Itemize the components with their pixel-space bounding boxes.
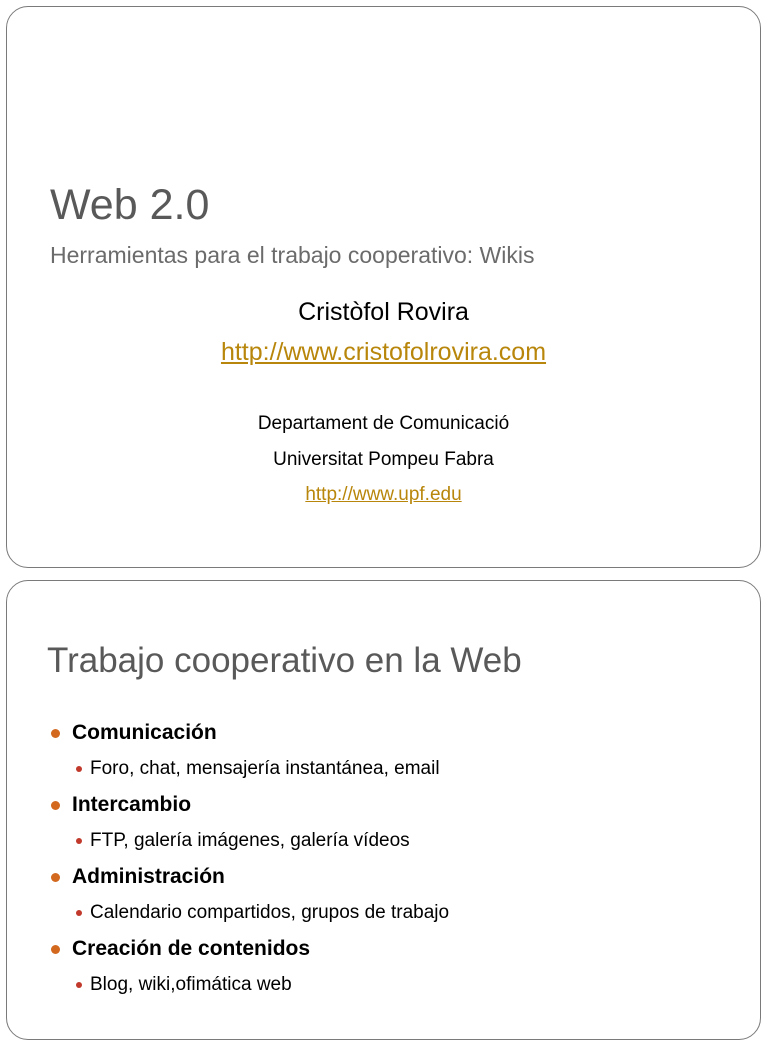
- bullet-detail: FTP, galería imágenes, galería vídeos: [90, 830, 410, 851]
- title-slide: [6, 6, 761, 568]
- bullet-icon: [51, 873, 60, 882]
- sub-bullet-icon: [76, 838, 82, 844]
- university-website-link[interactable]: http://www.upf.edu: [305, 484, 462, 505]
- sub-bullet-icon: [76, 910, 82, 916]
- slide-title: Trabajo cooperativo en la Web: [47, 641, 522, 680]
- author-website-link[interactable]: http://www.cristofolrovira.com: [220, 338, 547, 366]
- list-item: [51, 787, 741, 859]
- bullet-icon: [51, 729, 60, 738]
- bullet-label: Creación de contenidos: [72, 937, 311, 960]
- sub-bullet-icon: [76, 982, 82, 988]
- bullet-icon: [51, 945, 60, 954]
- list-item: [51, 859, 741, 931]
- slide-subtitle: Herramientas para el trabajo cooperativo: Wikis: [50, 242, 535, 268]
- bullet-list: [51, 715, 741, 1003]
- list-item: [51, 931, 741, 1003]
- author-link-container: [7, 338, 760, 367]
- university-name: Universitat Pompeu Fabra: [273, 449, 494, 470]
- bullet-detail: Calendario compartidos, grupos de trabajo: [90, 902, 450, 923]
- university-link-container: [7, 484, 760, 506]
- bullet-icon: [51, 801, 60, 810]
- sub-bullet-icon: [76, 766, 82, 772]
- department-name: Departament de Comunicació: [257, 413, 510, 434]
- bullet-detail: Foro, chat, mensajería instantánea, email: [90, 758, 440, 779]
- list-item: [51, 715, 741, 787]
- author-name: Cristòfol Rovira: [298, 298, 469, 326]
- bullet-detail: Blog, wiki,ofimática web: [90, 974, 292, 995]
- bullet-label: Administración: [72, 865, 225, 888]
- bullet-label: Comunicación: [72, 721, 217, 744]
- bullet-label: Intercambio: [72, 793, 192, 816]
- content-slide: [6, 580, 761, 1040]
- slide-title: Web 2.0: [50, 181, 210, 229]
